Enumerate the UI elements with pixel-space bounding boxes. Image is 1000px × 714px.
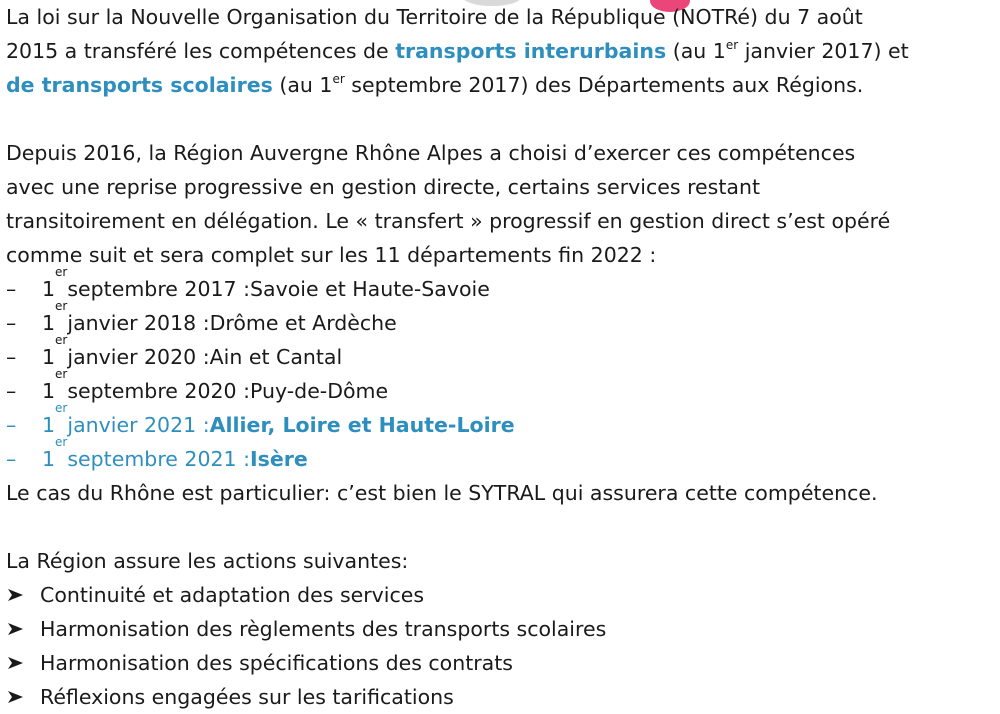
action-item (6, 680, 1000, 714)
dash-bullet: – (6, 413, 17, 437)
arrow-bullet-icon (6, 689, 40, 705)
schedule-item (6, 299, 1000, 340)
schedule-num: 1 (42, 447, 56, 471)
superscript: er (55, 435, 68, 449)
action-item (6, 578, 1000, 612)
schedule-num: 1 (42, 379, 56, 403)
rhone-note: Le cas du Rhône est particulier: c’est bien le SYTRAL qui assurera cette compétence. (6, 481, 878, 505)
actions-list (6, 578, 1000, 714)
intro-text: janvier 2017) et (738, 39, 909, 63)
dash-bullet: – (6, 277, 17, 301)
superscript: er (55, 401, 68, 415)
intro-text: 2015 a transféré les compétences de (6, 39, 396, 63)
superscript: er (55, 299, 68, 313)
schedule-item (6, 367, 1000, 408)
intro-text: (au 1 (666, 39, 726, 63)
dash-bullet: – (6, 311, 17, 335)
arrow-bullet-icon (6, 655, 40, 671)
intro-text: septembre 2017) des Départements aux Régions. (344, 73, 864, 97)
dash-bullet: – (6, 345, 17, 369)
schedule-num: 1 (42, 413, 56, 437)
superscript: er (55, 367, 68, 381)
schedule-places: Drôme et Ardèche (209, 311, 397, 335)
para2-line-1: Depuis 2016, la Région Auvergne Rhône Alpes a choisi d’exercer ces compétences (6, 141, 856, 165)
para2-line-2: avec une reprise progressive en gestion directe, certains services restant (6, 175, 760, 199)
actions-intro: La Région assure les actions suivantes: (6, 549, 409, 573)
action-label: Continuité et adaptation des services (40, 583, 425, 607)
intro-line-3 (6, 68, 1000, 102)
schedule-item (6, 265, 1000, 306)
schedule-num: 1 (42, 311, 56, 335)
action-label: Harmonisation des règlements des transports scolaires (40, 617, 607, 641)
superscript: er (55, 265, 68, 279)
schedule-places: Savoie et Haute-Savoie (250, 277, 490, 301)
superscript: er (55, 333, 68, 347)
schedule-date: septembre 2020 : (67, 379, 251, 403)
action-item (6, 646, 1000, 680)
arrow-bullet-icon (6, 587, 40, 603)
schedule-date: septembre 2017 : (67, 277, 251, 301)
schedule-item-highlighted (6, 401, 1000, 442)
schedule-places: Puy-de-Dôme (250, 379, 389, 403)
para2-line-3: transitoirement en délégation. Le « transfert » progressif en gestion direct s’est opéré (6, 209, 891, 233)
highlight-interurbains: transports interurbains (395, 39, 667, 63)
highlight-scolaires: de transports scolaires (6, 73, 273, 97)
schedule-num: 1 (42, 345, 56, 369)
schedule-places: Allier, Loire et Haute-Loire (209, 413, 515, 437)
intro-text: (au 1 (272, 73, 333, 97)
schedule-num: 1 (42, 277, 56, 301)
superscript: er (725, 38, 739, 52)
document-page (6, 0, 1000, 714)
schedule-list (6, 265, 1000, 476)
schedule-places: Ain et Cantal (209, 345, 343, 369)
para2-line-4: comme suit et sera complet sur les 11 départements fin 2022 : (6, 243, 657, 267)
action-label: Harmonisation des spécifications des contrats (40, 651, 513, 675)
spacer (6, 510, 1000, 544)
action-label: Réflexions engagées sur les tarifications (40, 685, 454, 709)
schedule-date: janvier 2018 : (67, 311, 210, 335)
spacer (6, 102, 1000, 136)
schedule-date: septembre 2021 : (67, 447, 251, 471)
intro-line-2 (6, 34, 1000, 68)
schedule-places: Isère (250, 447, 308, 471)
intro-line-1: La loi sur la Nouvelle Organisation du Territoire de la République (NOTRé) du 7 août (6, 5, 863, 29)
action-item (6, 612, 1000, 646)
schedule-date: janvier 2021 : (67, 413, 210, 437)
arrow-bullet-icon (6, 621, 40, 637)
schedule-item (6, 333, 1000, 374)
superscript: er (332, 72, 345, 86)
schedule-date: janvier 2020 : (67, 345, 210, 369)
dash-bullet: – (6, 379, 17, 403)
schedule-item-highlighted (6, 435, 1000, 476)
dash-bullet: – (6, 447, 17, 471)
